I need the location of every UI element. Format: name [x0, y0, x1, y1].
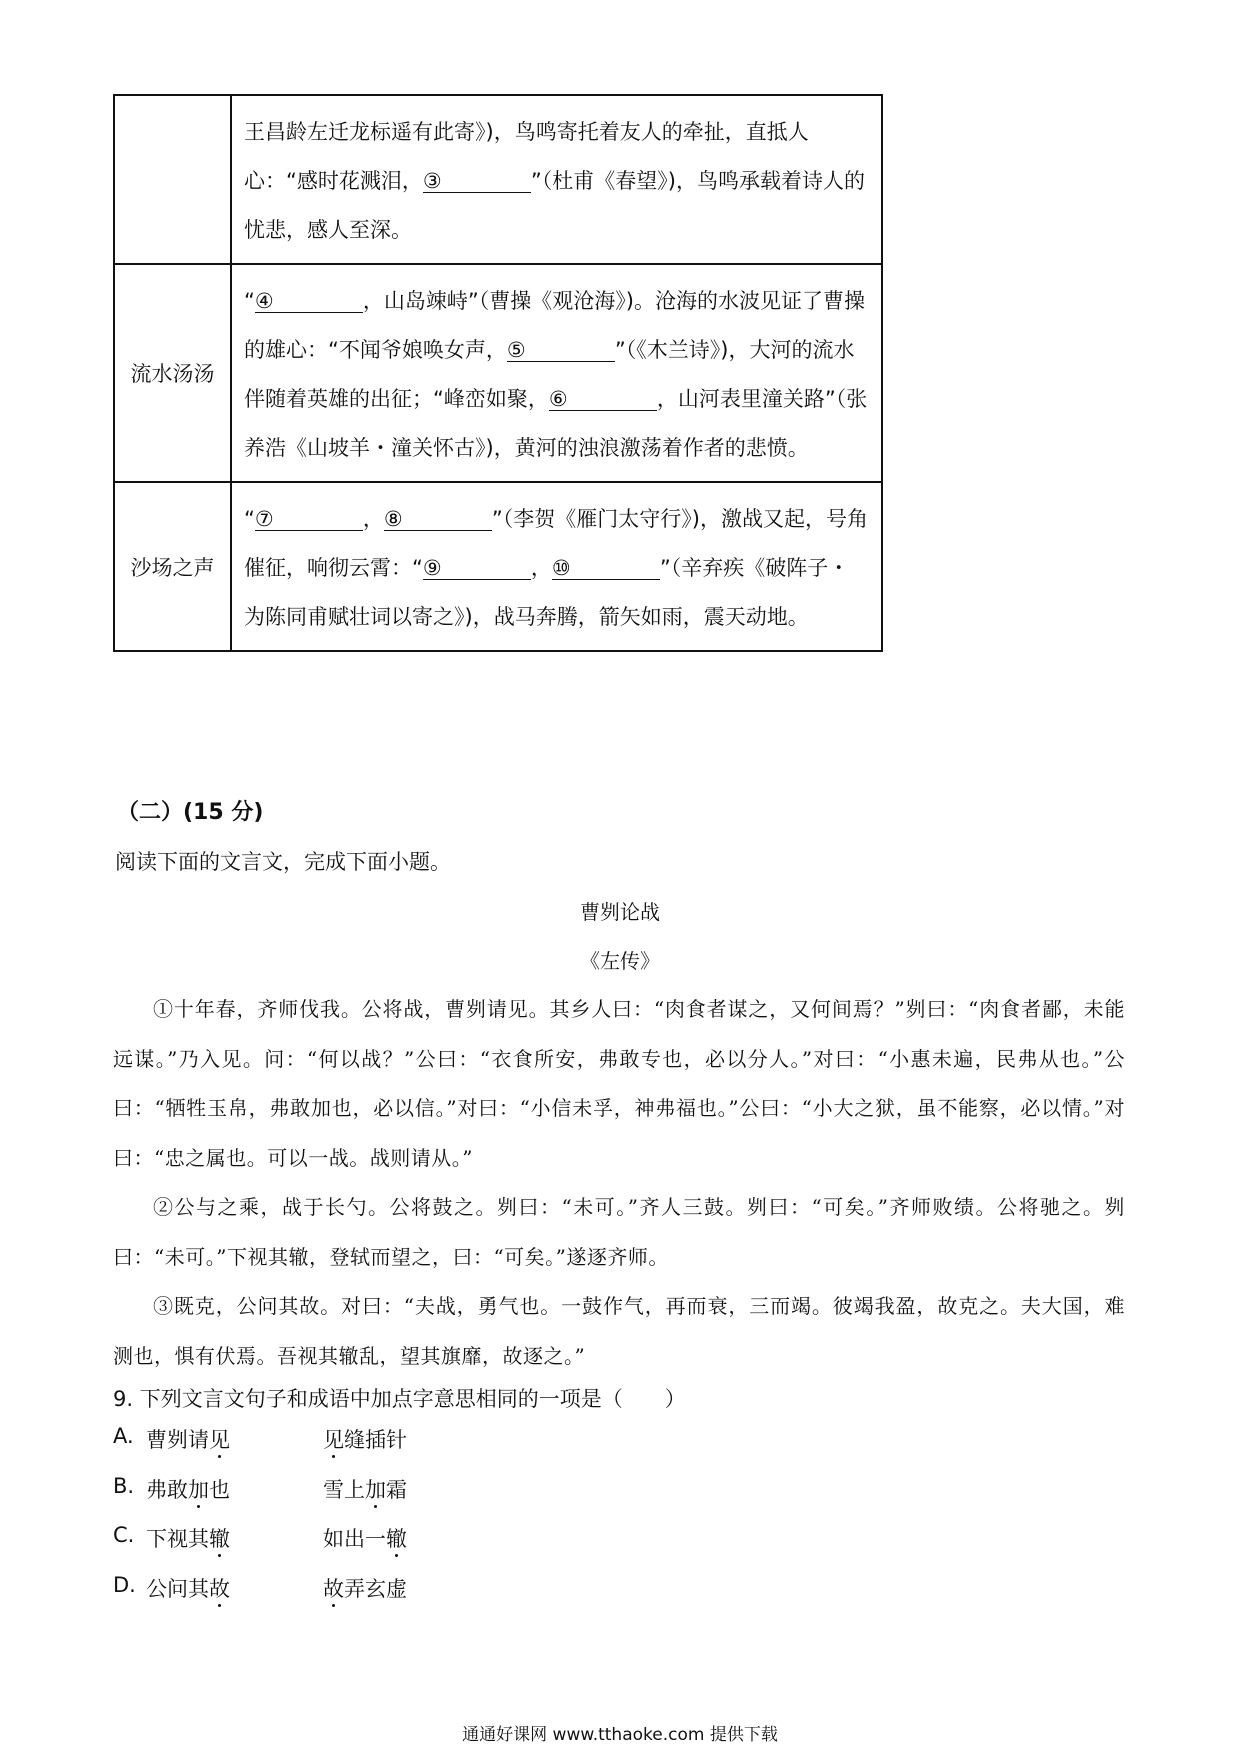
article-body	[113, 985, 1125, 1381]
content-text: ，山岛竦峙”（曹操《观沧海》)。沧海的水波见证了曹操的雄心：“不闻爷娘唤女声，	[244, 289, 865, 362]
article-paragraph: ①十年春，齐师伐我。公将战，曹刿请见。其乡人曰：“肉食者谋之，又何间焉？”刿曰：“肉食者鄙，未能远谋。”乃入见。问：“何以战？”公曰：“衣食所安，弗敢专也，必以分人。”对曰：“小惠未遍，民弗从也。”公曰：“牺牲玉帛，弗敢加也，必以信。”对曰：“小信未孚，神弗福也。”公曰：“小大之狱，虽不能察，必以情。”对曰：“忠之属也。可以一战。战则请从。”	[113, 997, 1125, 1170]
option-sentence	[146, 1573, 230, 1603]
content-text: ，	[530, 556, 552, 580]
fill-in-blank[interactable]: ⑦	[255, 508, 363, 531]
emphasized-char: 加	[188, 1477, 209, 1502]
option-letter: A.	[113, 1424, 134, 1448]
emphasized-char: 辙	[386, 1527, 407, 1551]
fill-in-blank[interactable]: ⑨	[423, 557, 531, 580]
fill-in-blank[interactable]: ③	[423, 170, 531, 193]
content-cell	[231, 95, 882, 264]
content-text: 王昌龄左迁龙标遥有此寄》)，鸟鸣寄托着友人的牵扯，直抵人心：“感时花溅泪，	[244, 120, 809, 193]
phrase-text: 弗敢	[146, 1477, 188, 1502]
content-text: “	[244, 507, 255, 531]
emphasized-char: 加	[365, 1477, 386, 1502]
emphasized-char: 辙	[209, 1527, 230, 1551]
option-idiom	[323, 1424, 407, 1454]
article-author: 《左传》	[580, 949, 660, 973]
option-item[interactable]	[113, 1573, 613, 1623]
article-paragraph: ③既克，公问其故。对曰：“夫战，勇气也。一鼓作气，再而衰，三而竭。彼竭我盈，故克之。夫大国，难测也，惧有伏焉。吾视其辙乱，望其旗靡，故逐之。”	[113, 1294, 1125, 1368]
content-text: ”（《木兰诗》)，大河的流水伴随着英雄的出征；“峰峦如聚，	[244, 338, 855, 411]
category-cell	[114, 95, 231, 264]
emphasized-char: 见	[209, 1428, 230, 1452]
table-row	[114, 264, 882, 482]
option-idiom	[323, 1573, 407, 1603]
phrase-text: 雪上	[323, 1477, 365, 1502]
section-heading: （二）(15 分)	[117, 800, 264, 825]
option-idiom	[323, 1523, 407, 1553]
article-title: 曹刿论战	[580, 900, 660, 924]
phrase-text: 下视其	[146, 1527, 209, 1551]
phrase-text: 公问其	[146, 1576, 209, 1601]
option-item[interactable]	[113, 1424, 613, 1474]
option-letter: D.	[113, 1572, 136, 1597]
option-sentence	[146, 1523, 230, 1553]
footer-text: 通通好课网 www.tthaoke.com 提供下载	[462, 1725, 778, 1745]
phrase-text: 曹刿请	[146, 1428, 209, 1452]
options-list	[113, 1424, 613, 1622]
option-item[interactable]	[113, 1523, 613, 1573]
poem-table	[113, 94, 883, 652]
fill-in-blank[interactable]: ⑤	[507, 339, 615, 362]
question-stem: 9. 下列文言文句子和成语中加点字意思相同的一项是（ ）	[113, 1387, 686, 1411]
content-text: ”（杜甫《春望》)，鸟鸣承载着诗人的忧悲，感人至深。	[244, 169, 865, 242]
content-cell	[231, 482, 882, 651]
phrase-text: 霜	[386, 1477, 407, 1502]
phrase-text: 缝插针	[344, 1428, 407, 1452]
fill-in-blank[interactable]: ④	[255, 290, 363, 313]
category-cell: 沙场之声	[114, 482, 231, 651]
table-row	[114, 482, 882, 651]
article-paragraph: ②公与之乘，战于长勺。公将鼓之。刿曰：“未可。”齐人三鼓。刿曰：“可矣。”齐师败绩。公将驰之。刿曰：“未可。”下视其辙，登轼而望之，曰：“可矣。”遂逐齐师。	[113, 1195, 1125, 1269]
content-text: “	[244, 289, 255, 313]
emphasized-char: 见	[323, 1428, 344, 1452]
option-letter: C.	[113, 1523, 135, 1547]
phrase-text: 弄玄虚	[344, 1576, 407, 1601]
content-text: ”（李贺《雁门太守行》)，激战又起，号角催征，响彻云霄：“	[244, 507, 868, 580]
instruction-text: 阅读下面的文言文，完成下面小题。	[115, 850, 451, 874]
content-text: ，山河表里潼关路”（张养浩《山坡羊・潼关怀古》)，黄河的浊浪激荡着作者的悲愤。	[244, 387, 868, 460]
fill-in-blank[interactable]: ⑩	[552, 557, 660, 580]
emphasized-char: 故	[323, 1576, 344, 1601]
fill-in-blank[interactable]: ⑧	[384, 508, 492, 531]
content-text: ，	[362, 507, 384, 531]
option-sentence	[146, 1424, 230, 1454]
table-row	[114, 95, 882, 264]
content-cell	[231, 264, 882, 482]
phrase-text: 也	[209, 1477, 230, 1502]
option-sentence	[146, 1474, 230, 1504]
content-text: ”（辛弃疾《破阵子・为陈同甫赋壮词以寄之》)，战马奔腾，箭矢如雨，震天动地。	[244, 556, 850, 629]
category-cell: 流水汤汤	[114, 264, 231, 482]
fill-in-blank[interactable]: ⑥	[549, 388, 657, 411]
phrase-text: 如出一	[323, 1527, 386, 1551]
option-letter: B.	[113, 1473, 135, 1498]
option-idiom	[323, 1474, 407, 1504]
option-item[interactable]	[113, 1474, 613, 1524]
emphasized-char: 故	[209, 1576, 230, 1601]
